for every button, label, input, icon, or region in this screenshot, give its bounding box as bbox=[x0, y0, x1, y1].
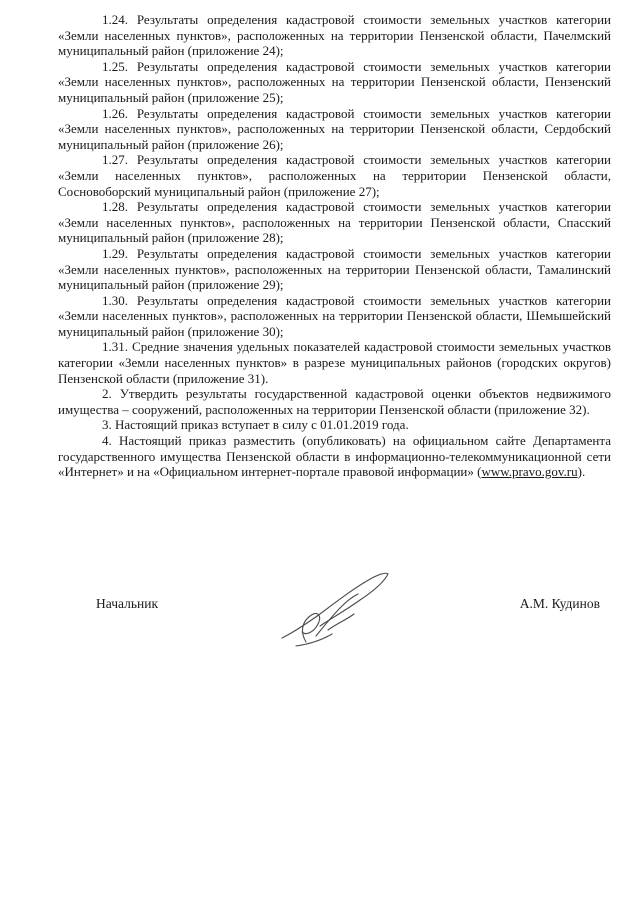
paragraph-4 bbox=[58, 433, 611, 480]
paragraph-4-end: ). bbox=[577, 464, 586, 480]
paragraph-4-text: 4. Настоящий приказ разместить (опубликовать) на официальном сайте Департамента государственного имущества Пензенской области в информационно-телекоммуникационной сети «Интернет» и на «Официальном интернет-портале правовой информации» ( bbox=[58, 433, 611, 480]
paragraph-1-25: 1.25. Результаты определения кадастровой стоимости земельных участков категории «Земли населенных пунктов», расположенных на территории Пензенской области, Пензенский муниципальный район (приложение 25); bbox=[58, 58, 611, 105]
paragraph-1-24: 1.24. Результаты определения кадастровой стоимости земельных участков категории «Земли населенных пунктов», расположенных на территории Пензенской области, Пачелмский муниципальный район (приложение 24); bbox=[58, 12, 611, 59]
paragraph-1-27: 1.27. Результаты определения кадастровой стоимости земельных участков категории «Земли населенных пунктов», расположенных на территории Пензенской области, Сосновоборский муниципальный район (приложение 27); bbox=[58, 152, 611, 199]
paragraph-1-26: 1.26. Результаты определения кадастровой стоимости земельных участков категории «Земли населенных пунктов», расположенных на территории Пензенской области, Сердобский муниципальный район (приложение 26); bbox=[58, 105, 611, 152]
signer-name: А.М. Кудинов bbox=[519, 596, 600, 611]
pravo-link[interactable]: www.pravo.gov.ru bbox=[481, 464, 578, 480]
signer-position: Начальник bbox=[96, 596, 159, 611]
paragraph-1-31: 1.31. Средние значения удельных показателей кадастровой стоимости земельных участков категории «Земли населенных пунктов» в разрезе муниципальных районов (городских округов) Пензенской области (приложение 31). bbox=[58, 339, 611, 386]
paragraph-2: 2. Утвердить результаты государственной кадастровой оценки объектов недвижимого имущества – сооружений, расположенных на территории Пензенской области (приложение 32). bbox=[58, 386, 611, 417]
handwritten-signature bbox=[276, 566, 396, 652]
document-body bbox=[58, 12, 611, 480]
paragraph-1-29: 1.29. Результаты определения кадастровой стоимости земельных участков категории «Земли населенных пунктов», расположенных на территории Пензенской области, Тамалинский муниципальный район (приложение 29); bbox=[58, 245, 611, 293]
paragraph-1-28: 1.28. Результаты определения кадастровой стоимости земельных участков категории «Земли населенных пунктов», расположенных на территории Пензенской области, Спасский муниципальный район (приложение 28); bbox=[58, 199, 611, 246]
paragraph-1-30: 1.30. Результаты определения кадастровой стоимости земельных участков категории «Земли населенных пунктов», расположенных на территории Пензенской области, Шемышейский муниципальный район (приложение 30); bbox=[58, 292, 611, 339]
paragraph-3: 3. Настоящий приказ вступает в силу с 01.01.2019 года. bbox=[102, 417, 409, 433]
